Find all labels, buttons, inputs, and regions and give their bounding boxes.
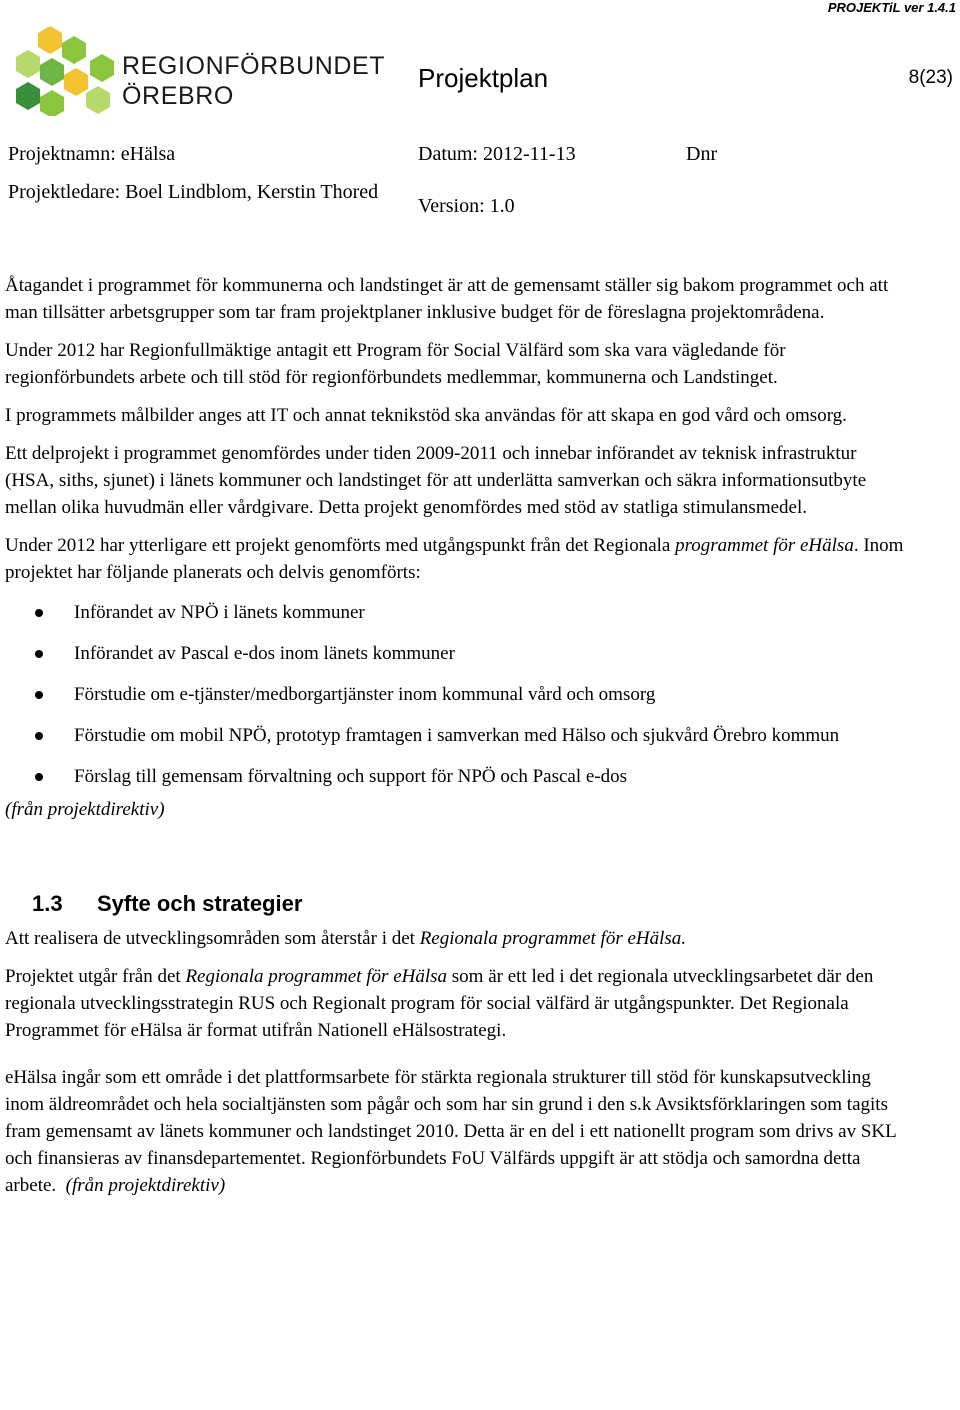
document-version: PROJEKTiL ver 1.4.1 — [827, 0, 956, 15]
paragraph — [5, 1064, 905, 1199]
hexagon-cluster-icon — [16, 26, 114, 116]
document-body — [5, 272, 905, 1210]
list-item — [5, 640, 905, 667]
text-run: eHälsa ingår som ett område i det plattformsarbete för stärkta regionala strukturer till stöd för kunskapsutveckling inom äldreområdet och hela socialtjänsten som pågår och som har sin grund i den s.k Avsiktsförklaringen som tagits fram gemensamt av länets kommuner och landstinget 2010. Detta är en del i ett nationellt program som drivs av SKL och finansieras av finansdepartementet. Regionförbundets FoU Välfärds uppgift är att stödja och samordna detta arbete. — [5, 1067, 897, 1196]
list-item-text: Förslag till gemensam förvaltning och support för NPÖ och Pascal e-dos — [74, 766, 628, 787]
source-note-inline: (från projektdirektiv) — [65, 1175, 226, 1196]
bullet-icon — [35, 773, 43, 781]
dnr-label: Dnr — [686, 143, 718, 165]
paragraph: I programmets målbilder anges att IT och annat teknikstöd ska användas för att skapa en god vård och omsorg. — [5, 405, 847, 426]
section-title: Syfte och strategier — [97, 891, 303, 916]
document-date: Datum: 2012-11-13 — [418, 143, 576, 165]
document-version-number: Version: 1.0 — [418, 195, 515, 217]
list-item-text: Införandet av NPÖ i länets kommuner — [74, 602, 365, 623]
list-item — [5, 722, 905, 749]
project-name: Projektnamn: eHälsa — [8, 143, 176, 165]
list-item-text: Införandet av Pascal e-dos inom länets kommuner — [74, 643, 455, 664]
bullet-icon — [35, 732, 43, 740]
section-heading — [5, 889, 905, 919]
text-run — [56, 1175, 66, 1196]
program-name-italic: programmet för eHälsa — [675, 535, 854, 556]
page-number: 8(23) — [908, 67, 953, 88]
list-item — [5, 681, 905, 708]
section-number: 1.3 — [32, 891, 63, 916]
list-item-text: Förstudie om e-tjänster/medborgartjänster inom kommunal vård och omsorg — [74, 684, 656, 705]
program-name-italic: Regionala programmet för eHälsa — [185, 966, 448, 987]
list-item-text: Förstudie om mobil NPÖ, prototyp framtagen i samverkan med Hälso och sjukvård Örebro kommun — [74, 725, 840, 746]
logo-wordmark-line1: REGIONFÖRBUNDET — [122, 52, 386, 80]
text-run: Under 2012 har ytterligare ett projekt genomförts med utgångspunkt från det Regionala — [5, 535, 676, 556]
paragraph — [5, 925, 905, 952]
paragraph: Ett delprojekt i programmet genomfördes under tiden 2009-2011 och innebar införandet av teknisk infrastruktur (HSA, siths, sjunet) i länets kommuner och landstinget för att underlätta samverkan och säkra informationsutbyte mellan olika huvudmän eller vårdgivare. Detta projekt genomfördes med stöd av statliga stimulansmedel. — [5, 443, 867, 518]
document-title: Projektplan — [418, 63, 549, 93]
text-run: Att realisera de utvecklingsområden som återstår i det — [5, 928, 420, 949]
paragraph — [5, 532, 905, 586]
text-run: som är ett led i det regionala utvecklingsarbetet där den regionala utvecklingsstrategin RUS och Regionalt program för social välfärd är utgångspunkter. Det Regionala Programmet för eHälsa är format utifrån Nationell eHälsostrategi. — [5, 966, 874, 1041]
logo-wordmark-line2: ÖREBRO — [122, 82, 234, 110]
project-leader: Projektledare: Boel Lindblom, Kerstin Thored — [8, 181, 379, 203]
bullet-icon — [35, 650, 43, 658]
paragraph: Åtagandet i programmet för kommunerna och landstinget är att de gemensamt ställer sig bakom programmet och att man tillsätter arbetsgrupper som tar fram projektplaner inklusive budget för de föreslagna projektområdena. — [5, 275, 889, 323]
text-run: . Inom projektet har följande planerats och delvis genomförts: — [5, 535, 904, 583]
list-item — [5, 599, 905, 626]
paragraph: Under 2012 har Regionfullmäktige antagit ett Program för Social Välfärd som ska vara vägledande för regionförbundets arbete och till stöd för regionförbundets medlemmar, kommunerna och Landstinget. — [5, 340, 786, 388]
bullet-icon — [35, 691, 43, 699]
text-run: Projektet utgår från det — [5, 966, 186, 987]
bullet-icon — [35, 609, 43, 617]
program-name-italic: Regionala programmet för eHälsa. — [419, 928, 687, 949]
source-note: (från projektdirektiv) — [5, 799, 165, 820]
list-item — [5, 763, 905, 790]
paragraph — [5, 963, 905, 1044]
bullet-list — [5, 599, 905, 790]
